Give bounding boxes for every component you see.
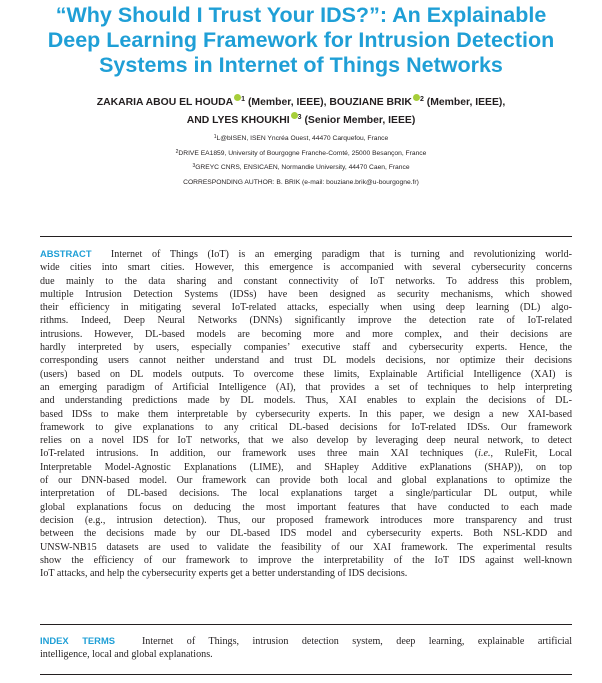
top-divider	[40, 236, 572, 237]
abstract-line: ABSTRACT Internet of Things (IoT) is an emerging paradigm that is turning and revolutionizing world-	[40, 248, 573, 260]
orcid-icon[interactable]	[413, 94, 420, 101]
bottom-divider	[40, 674, 572, 675]
affiliation: $^1$L@bISEN, ISEN Yncréa Ouest, 44470 Carquefou, France	[213, 134, 389, 142]
author-role: (Senior Member, IEEE)	[301, 115, 416, 126]
author-line	[0, 110, 602, 128]
abstract-line: decision (e.g., intrusion detection). Thus, our proposed framework introduces more transparency and trust	[40, 514, 572, 526]
title-line: “Why Should I Trust Your IDS?”: An Explainable	[55, 3, 547, 27]
abstract-line: relies on a novel IDS for IoT networks, that we also develop by leveraging deep neural network, to detect	[40, 435, 572, 447]
abstract-line: multiple Intrusion Detection Systems (IDSs) have been designed as security mechanisms, which showed	[40, 288, 572, 300]
abstract-line: based IDSs to make them interpretable by cybersecurity experts. In this paper, we design a new XAI-based	[40, 408, 572, 420]
middle-divider	[40, 624, 572, 625]
abstract-label: ABSTRACT	[40, 248, 92, 259]
abstract-line: and understanding predictions made by DL models. Thus, XAI enables to explain the decisions of DL-	[40, 395, 572, 407]
title-line: Systems in Internet of Things Networks	[99, 53, 503, 77]
abstract	[40, 247, 572, 580]
abstract-line: of our DNN-based model. Our framework can provide both local and global explanations to optimize the	[40, 475, 572, 487]
abstract-line: (users) based on DL models outputs. To overcome these limits, Explainable Artificial Intelligence (XAI) is	[40, 368, 572, 380]
affiliation-marker: 2	[419, 96, 424, 103]
author-name: ZAKARIA ABOU EL HOUDA	[96, 97, 234, 108]
author-role: (Member, IEEE),	[423, 97, 506, 108]
abstract-line: intrusions. However, DL-based models are becoming more and more complex, and their decisions are	[40, 328, 572, 340]
affiliations	[0, 131, 602, 189]
affiliation-marker: 3	[297, 114, 302, 121]
abstract-line: global explanations focus on deducing the most important features that have conducted to each made	[40, 501, 572, 513]
abstract-line: IoT attacks, and help the cybersecurity experts get a better understanding of IDS decisions.	[40, 568, 408, 580]
affiliation: $^3$GREYC CNRS, ENSICAEN, Normandie University, 44470 Caen, France	[192, 163, 410, 171]
author-name: AND LYES KHOUKHI	[186, 115, 290, 126]
title-line: Deep Learning Framework for Intrusion Detection	[47, 28, 555, 52]
index-terms-label: INDEX TERMS	[40, 635, 116, 646]
author-line	[0, 92, 602, 110]
index-line: intelligence, local and global explanations.	[40, 649, 213, 661]
affiliation-marker: 1	[241, 96, 246, 103]
abstract-line: Interpretable Model-Agnostic Explanations (LIME), and SHapley Additive exPlanations (SHAP)), on top	[40, 461, 572, 473]
index-line: INDEX TERMS Internet of Things, intrusion detection system, deep learning, explainable artificial	[40, 635, 573, 647]
index-terms	[40, 634, 572, 662]
author-list	[0, 92, 602, 128]
abstract-line: rithms. Indeed, Deep Neural Networks (DNNs) significantly improve the detection rate of IoT-related	[40, 315, 572, 327]
abstract-line: show the efficiency of our framework to improve the interpretability of the IoT IDS against well-known	[40, 554, 572, 566]
abstract-line: an emerging paradigm of Artificial Intelligence (AI), that provides a set of techniques to help interpreting	[40, 381, 572, 393]
abstract-line: their efficiency in mitigating several IoT-related attacks, especially when using deep learning (DL) algo-	[40, 302, 572, 314]
abstract-line: due mainly to the data sharing and constant connectivity of IoT networks. To address this problem,	[40, 275, 572, 287]
abstract-line: wide cities into smart cities. However, this emergence is accompanied with several cybersecurity concerns	[40, 262, 572, 274]
author-role: (Member, IEEE), BOUZIANE BRIK	[245, 97, 412, 108]
abstract-line: hardly interpreted by users, especially companies’ executive staff and cybersecurity experts. Hence, the	[40, 342, 572, 354]
abstract-line: UNSW-NB15 datasets are used to validate the feasibility of our XAI framework. The experimental results	[40, 541, 572, 553]
abstract-line: corresponding users cannot neither understand and trust DL models decisions, nor optimize their decisions	[40, 355, 572, 367]
abstract-line: interpretation of DL-based decisions. The local explanations target a single/particular DL output, while	[40, 488, 572, 500]
abstract-line: between the decisions made by our DL-based IDS model and cybersecurity experts. Both NSL-KDD and	[40, 528, 572, 540]
abstract-line: framework to give explanations to any critical DL-based decisions for IoT-related IDSs. Our framework	[40, 421, 572, 433]
corresponding-author: CORRESPONDING AUTHOR: B. BRIK (e-mail: bouziane.brik@u-bourgogne.fr)	[183, 178, 419, 186]
affiliation: $^2$DRIVE EA1859, University of Bourgogne Franche-Comté, 25000 Besançon, France	[175, 148, 427, 157]
paper-title	[0, 3, 602, 78]
orcid-icon[interactable]	[291, 112, 298, 119]
abstract-italic: i.e.	[478, 448, 491, 460]
abstract-line: IoT-related intrusions. In addition, our framework uses three main XAI techniques (i.e., RuleFit, Local	[40, 448, 573, 460]
